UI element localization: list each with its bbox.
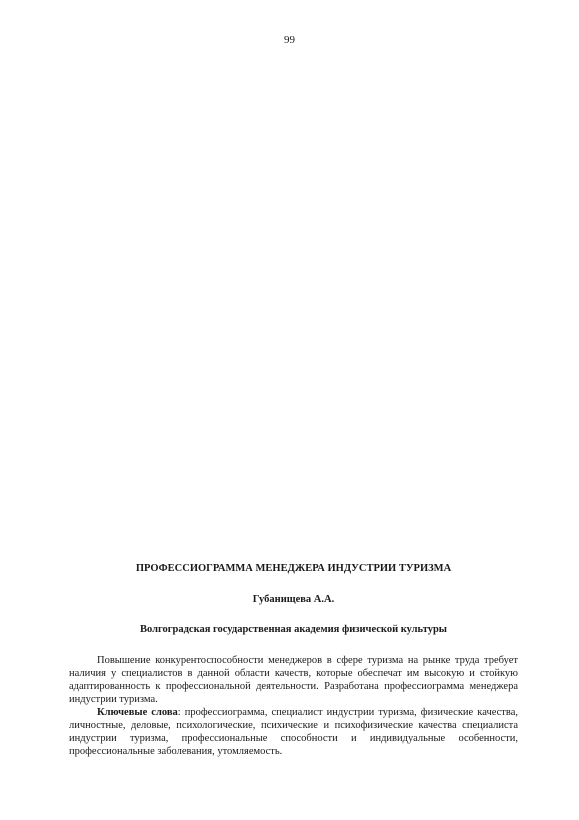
keywords-label: Ключевые слова	[97, 707, 178, 718]
abstract	[69, 654, 518, 758]
keywords-text: : профессиограмма, специалист индустрии туризма, физические качества, личностные, деловые, психологические, психические и психофизические качества специалиста индустрии туризма, профессиональные способности и индивидуальные особенности, профессиональные заболевания, утомляемость.	[69, 707, 518, 757]
article-affiliation: Волгоградская государственная академия физической культуры	[139, 624, 447, 635]
article-author: Губанищева А.А.	[252, 594, 335, 605]
abstract-paragraph: Повышение конкурентоспособности менеджеров в сфере туризма на рынке труда требует наличия у специалистов в данной области качеств, которые обеспечат им высокую и стойкую адаптированность к профессиональной деятельности. Разработана профессиограмма менеджера индустрии туризма.	[69, 655, 518, 705]
article	[69, 562, 518, 758]
article-title: ПРОФЕССИОГРАММА МЕНЕДЖЕРА ИНДУСТРИИ ТУРИЗМА	[135, 563, 452, 574]
page-number: 99	[284, 34, 295, 46]
keywords-paragraph	[69, 706, 518, 758]
